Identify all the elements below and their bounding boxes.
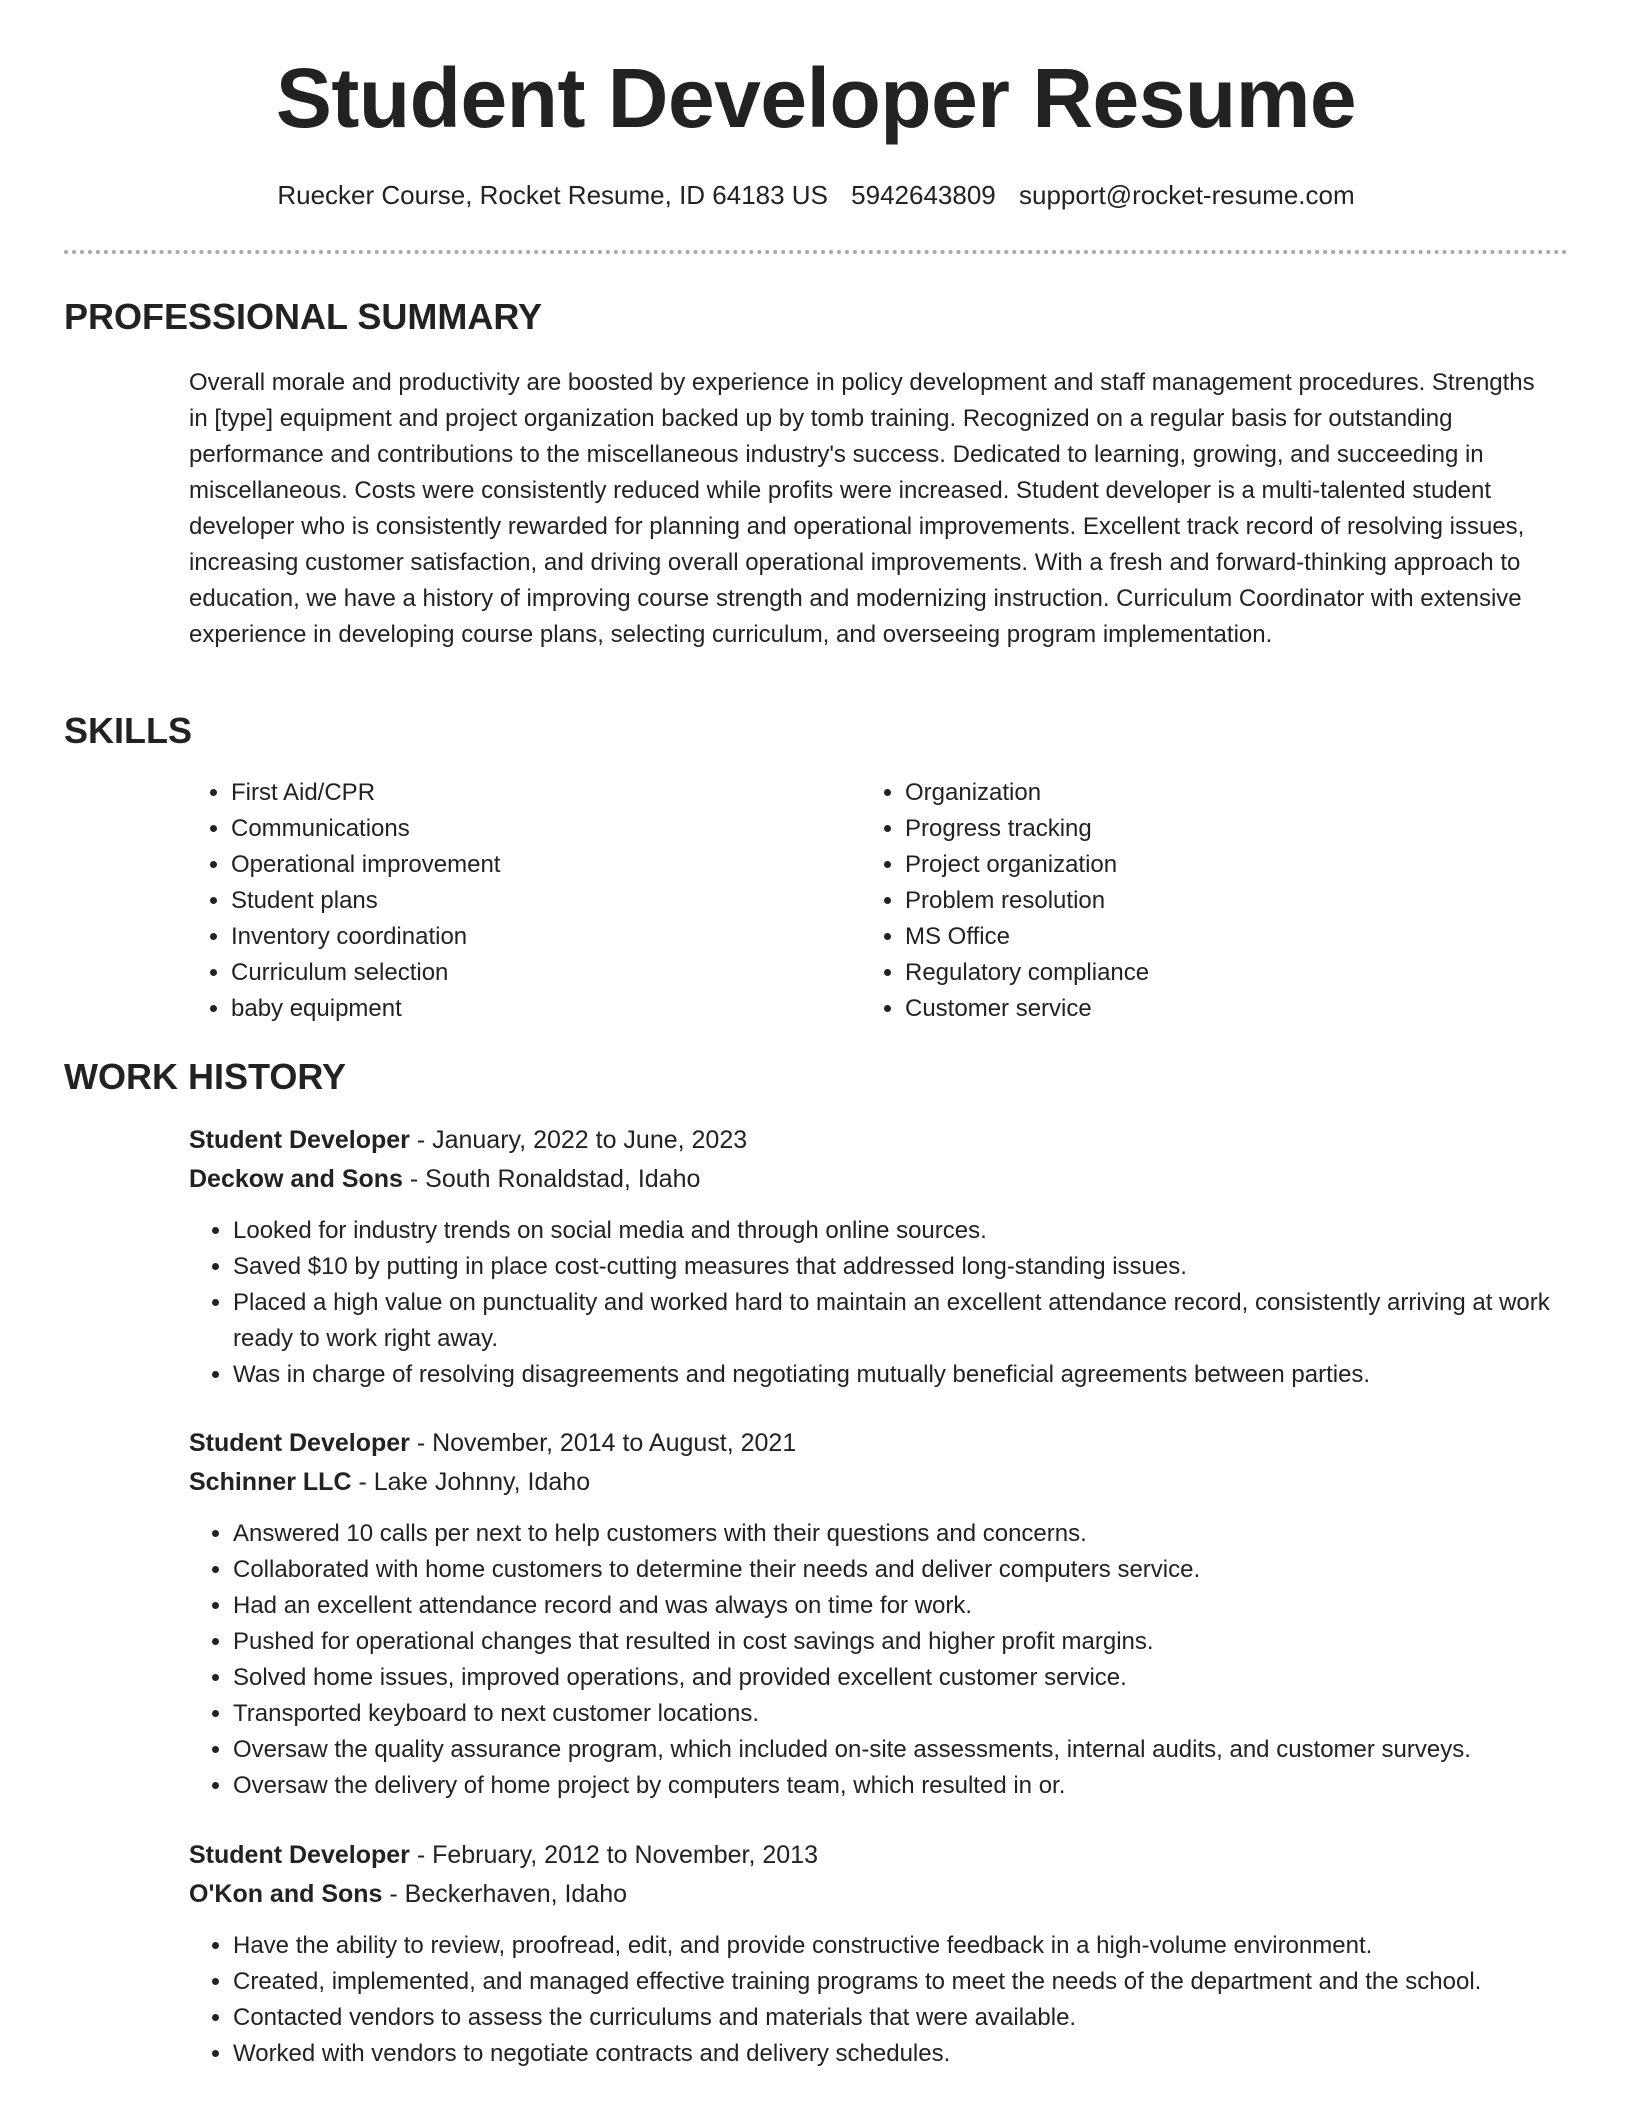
job-company: Schinner LLC — [189, 1468, 352, 1496]
skill-item: • Problem resolution — [905, 883, 1505, 919]
job-bullet: • Pushed for operational changes that resulted in cost savings and higher profit margins. — [233, 1624, 1569, 1660]
summary-heading: PROFESSIONAL SUMMARY — [64, 296, 543, 337]
job-title: Student Developer — [189, 1429, 410, 1457]
skills-list-right — [861, 775, 1505, 1027]
work-heading: WORK HISTORY — [64, 1056, 347, 1097]
job-bullet: • Was in charge of resolving disagreements and negotiating mutually beneficial agreements between parties. — [233, 1357, 1569, 1393]
job-title-line — [189, 1836, 1569, 1875]
skill-item: • Organization — [905, 775, 1505, 811]
job-dates: - November, 2014 to August, 2021 — [409, 1429, 797, 1457]
job-bullet: • Answered 10 calls per next to help customers with their questions and concerns. — [233, 1516, 1569, 1552]
skill-item: • Operational improvement — [231, 847, 831, 883]
job-location: - Lake Johnny, Idaho — [351, 1468, 591, 1496]
skill-item: • Student plans — [231, 883, 831, 919]
job-entry — [189, 1836, 1569, 2072]
job-location: - South Ronaldstad, Idaho — [402, 1165, 701, 1193]
job-bullet: • Have the ability to review, proofread, edit, and provide constructive feedback in a high-volume environment. — [233, 1928, 1569, 1964]
job-bullet: • Oversaw the quality assurance program, which included on-site assessments, internal audits, and customer surveys. — [233, 1732, 1569, 1768]
job-title: Student Developer — [189, 1841, 410, 1869]
skill-item: • MS Office — [905, 919, 1505, 955]
job-bullet: • Placed a high value on punctuality and worked hard to maintain an excellent attendance record, consistently arriving at work ready to work right away. — [233, 1285, 1569, 1357]
contact-line — [0, 180, 1632, 211]
job-company: O'Kon and Sons — [189, 1880, 383, 1908]
job-bullet: • Oversaw the delivery of home project by computers team, which resulted in or. — [233, 1768, 1569, 1804]
job-entry — [189, 1424, 1569, 1804]
skill-item: • Curriculum selection — [231, 955, 831, 991]
header-divider — [64, 250, 1568, 254]
skill-item: • Progress tracking — [905, 811, 1505, 847]
job-bullet: • Had an excellent attendance record and was always on time for work. — [233, 1588, 1569, 1624]
job-company: Deckow and Sons — [189, 1165, 403, 1193]
skill-item: • Customer service — [905, 991, 1505, 1027]
contact-phone: 5942643809 — [851, 180, 996, 210]
skills-list-left — [187, 775, 831, 1027]
skill-item: • Regulatory compliance — [905, 955, 1505, 991]
job-title-line — [189, 1424, 1569, 1463]
job-entry — [189, 1121, 1569, 1393]
job-bullet: • Looked for industry trends on social media and through online sources. — [233, 1213, 1569, 1249]
contact-email: support@rocket-resume.com — [1019, 180, 1355, 210]
job-bullet: • Worked with vendors to negotiate contracts and delivery schedules. — [233, 2036, 1569, 2072]
resume-title: Student Developer Resume — [275, 51, 1357, 145]
job-bullet: • Collaborated with home customers to determine their needs and deliver computers service. — [233, 1552, 1569, 1588]
skills-heading: SKILLS — [64, 710, 193, 751]
skill-item: • Inventory coordination — [231, 919, 831, 955]
job-company-line — [189, 1463, 1569, 1502]
job-bullet: • Transported keyboard to next customer locations. — [233, 1696, 1569, 1732]
job-bullets — [189, 1516, 1569, 1804]
job-bullets — [189, 1213, 1569, 1393]
job-bullet: • Solved home issues, improved operations, and provided excellent customer service. — [233, 1660, 1569, 1696]
job-bullet: • Created, implemented, and managed effective training programs to meet the needs of the department and the school. — [233, 1964, 1569, 2000]
job-location: - Beckerhaven, Idaho — [382, 1880, 628, 1908]
job-bullets — [189, 1928, 1569, 2072]
job-title: Student Developer — [189, 1126, 410, 1154]
skill-item: • Project organization — [905, 847, 1505, 883]
skill-item: • Communications — [231, 811, 831, 847]
job-title-line — [189, 1121, 1569, 1160]
job-dates: - February, 2012 to November, 2013 — [409, 1841, 818, 1869]
job-company-line — [189, 1160, 1569, 1199]
job-company-line — [189, 1875, 1569, 1914]
contact-address: Ruecker Course, Rocket Resume, ID 64183 US — [277, 180, 828, 210]
summary-text: Overall morale and productivity are boosted by experience in policy development and staff management procedures. Strengths in [type] equipment and project organization backed up by tomb training. Recognized on a regular basis for outstanding performance and contributions to the miscellaneous industry's success. Dedicated to learning, growing, and succeeding in miscellaneous. Costs were consistently reduced while profits were increased. Student developer is a multi-talented student developer who is consistently rewarded for planning and operational improvements. Excellent track record of resolving issues, increasing customer satisfaction, and driving overall operational improvements. With a fresh and forward-thinking approach to education, we have a history of improving course strength and modernizing instruction. Curriculum Coordinator with extensive experience in developing course plans, selecting curriculum, and overseeing program implementation. — [189, 369, 1535, 648]
skill-item: • First Aid/CPR — [231, 775, 831, 811]
job-bullet: • Contacted vendors to assess the curriculums and materials that were available. — [233, 2000, 1569, 2036]
job-bullet: • Saved $10 by putting in place cost-cutting measures that addressed long-standing issues. — [233, 1249, 1569, 1285]
job-dates: - January, 2022 to June, 2023 — [409, 1126, 748, 1154]
skill-item: • baby equipment — [231, 991, 831, 1027]
